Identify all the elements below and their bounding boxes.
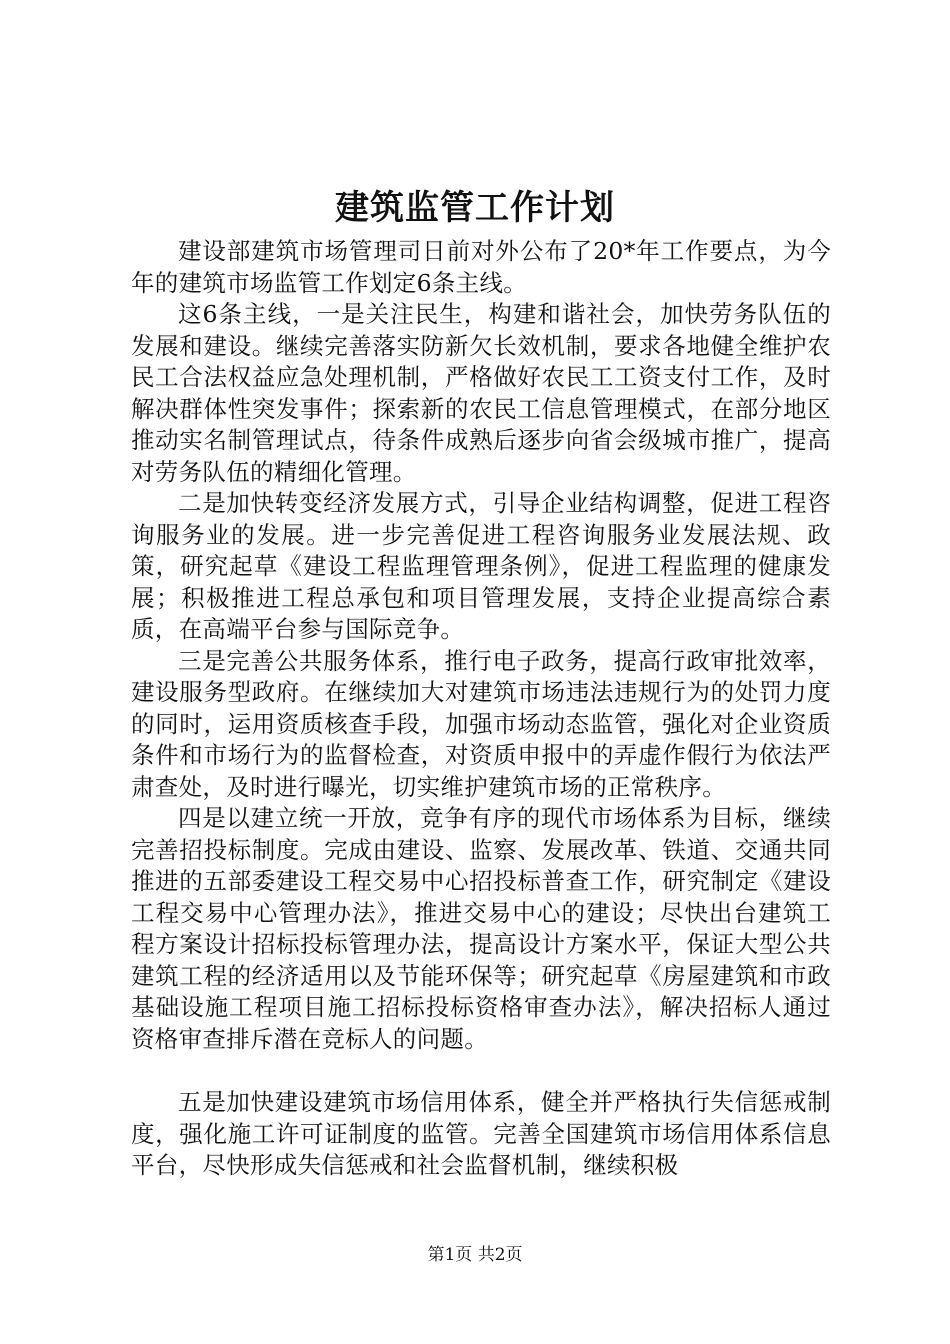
paragraph-line-two: 二是加快转变经济发展方式，引导企业结构调整，促进工程咨询服务业的发展。进一步完善促进工程咨询服务业发展法规、政策，研究起草《建设工程监理管理条例》，促进工程监理的健康发展；积极推进工程总承包和项目管理发展，支持企业提高综合素质，在高端平台参与国际竞争。 <box>131 489 831 643</box>
paragraph-line-three: 三是完善公共服务体系，推行电子政务，提高行政审批效率，建设服务型政府。在继续加大对建筑市场违法违规行为的处罚力度的同时，运用资质核查手段，加强市场动态监管，强化对企业资质条件和市场行为的监督检查，对资质申报中的弄虚作假行为依法严肃查处，及时进行曝光，切实维护建筑市场的正常秩序。 <box>131 646 831 801</box>
paragraph-intro: 建设部建筑市场管理司日前对外公布了20*年工作要点，为今年的建筑市场监管工作划定6条主线。 <box>131 237 831 297</box>
document-title: 建筑监管工作计划 <box>335 188 615 228</box>
paragraph-line-one: 这6条主线，一是关注民生，构建和谐社会，加快劳务队伍的发展和建设。继续完善落实防新欠长效机制，要求各地健全维护农民工合法权益应急处理机制，严格做好农民工工资支付工作，及时解决群体性突发事件；探索新的农民工信息管理模式，在部分地区推动实名制管理试点，待条件成熟后逐步向省会级城市推广，提高对劳务队伍的精细化管理。 <box>131 300 831 486</box>
paragraph-line-five: 五是加快建设建筑市场信用体系，健全并严格执行失信惩戒制度，强化施工许可证制度的监管。完善全国建筑市场信用体系信息平台，尽快形成失信惩戒和社会监督机制，继续积极 <box>131 1088 831 1179</box>
page-number: 第1页 共2页 <box>427 1245 523 1265</box>
document-body <box>131 236 831 1182</box>
paragraph-line-four: 四是以建立统一开放，竞争有序的现代市场体系为目标，继续完善招投标制度。完成由建设、监察、发展改革、铁道、交通共同推进的五部委建设工程交易中心招投标普查工作，研究制定《建设工程交易中心管理办法》，推进交易中心的建设；尽快出台建筑工程方案设计招标投标管理办法，提高设计方案水平，保证大型公共建筑工程的经济适用以及节能环保等；研究起草《房屋建筑和市政基础设施工程项目施工招标投标资格审查办法》，解决招标人通过资格审查排斥潜在竞标人的问题。 <box>131 804 831 1053</box>
